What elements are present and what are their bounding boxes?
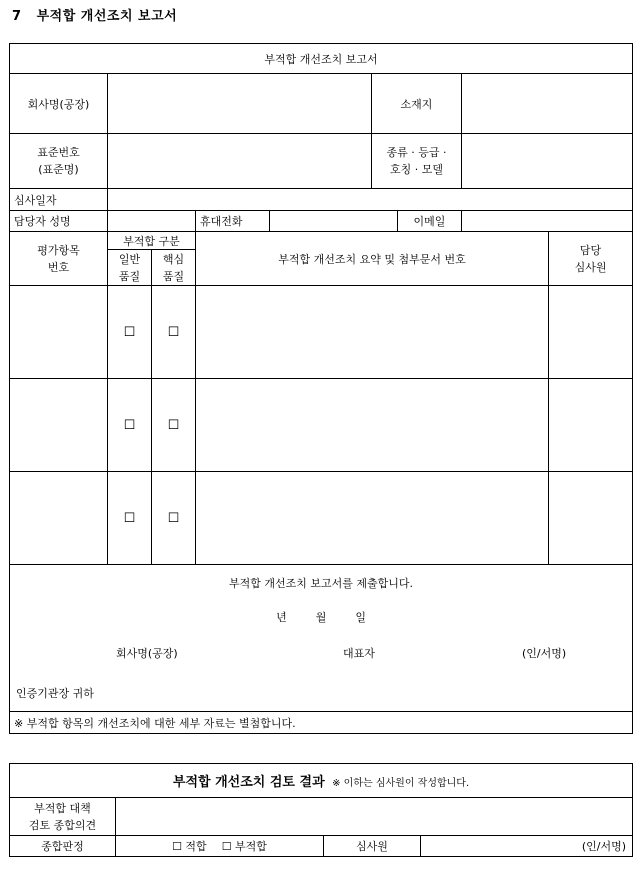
general-quality-checkbox[interactable]: ☐: [108, 379, 152, 472]
review-note: ※ 이하는 심사원이 작성합니다.: [332, 778, 470, 789]
opinion-label: [10, 798, 116, 836]
type-label-line2: 호칭 · 모델: [390, 163, 443, 176]
standard-field[interactable]: [108, 134, 372, 189]
form-title: 부적합 개선조치 보고서: [10, 44, 633, 74]
opinion-label-line1: 부적합 대책: [34, 801, 91, 815]
type-label-line1: 종류 · 등급 ·: [386, 146, 447, 159]
section-title: 부적합 개선조치 보고서: [36, 9, 178, 24]
general-quality-checkbox[interactable]: ☐: [108, 286, 152, 379]
eval-item-field[interactable]: [10, 286, 108, 379]
core-quality-checkbox[interactable]: ☐: [152, 379, 196, 472]
core-quality-header: [152, 250, 196, 286]
auditor-field[interactable]: [549, 379, 633, 472]
fail-checkbox[interactable]: ☐ 부적합: [221, 840, 267, 853]
eval-item-header-line1: 평가항목: [37, 243, 80, 257]
decl-seal-label: (인/서명): [522, 647, 567, 660]
signature-line: [10, 645, 632, 661]
attachment-note: ※ 부적합 항목의 개선조치에 대한 세부 자료는 별첨합니다.: [10, 712, 633, 734]
judgment-label: 종합판정: [10, 836, 116, 857]
nonconformity-row: [10, 379, 633, 472]
judgment-options: [116, 836, 324, 857]
opinion-field[interactable]: [116, 798, 633, 836]
eval-item-field[interactable]: [10, 379, 108, 472]
summary-header: 부적합 개선조치 요약 및 첨부문서 번호: [196, 232, 549, 286]
auditor-header-line1: 담당: [579, 243, 602, 257]
mobile-field[interactable]: [270, 211, 398, 232]
auditor-field[interactable]: [549, 286, 633, 379]
category-header: 부적합 구분: [108, 232, 196, 250]
core-quality-line1: 핵심: [162, 252, 185, 266]
declaration-block: [10, 565, 633, 712]
decl-company-label: 회사명(공장): [116, 647, 178, 660]
general-quality-checkbox[interactable]: ☐: [108, 472, 152, 565]
company-label: 회사명(공장): [10, 74, 108, 134]
audit-date-label: 심사일자: [10, 189, 108, 211]
location-field[interactable]: [462, 74, 633, 134]
opinion-label-line2: 검토 종합의견: [28, 818, 97, 832]
date-day-label: 일: [355, 611, 366, 624]
auditor-field[interactable]: [549, 472, 633, 565]
person-field[interactable]: [108, 211, 196, 232]
review-seal-field[interactable]: (인/서명): [421, 836, 633, 857]
general-quality-line1: 일반: [118, 252, 141, 266]
person-label: 담당자 성명: [10, 211, 108, 232]
location-label: 소재지: [372, 74, 462, 134]
email-label: 이메일: [398, 211, 462, 232]
general-quality-header: [108, 250, 152, 286]
eval-item-header-line2: 번호: [47, 260, 70, 274]
section-number: 7: [12, 9, 22, 24]
summary-field[interactable]: [196, 379, 549, 472]
improvement-report-form: [9, 43, 633, 734]
review-auditor-label: 심사원: [324, 836, 421, 857]
date-year-label: 년: [276, 611, 287, 624]
type-label: [372, 134, 462, 189]
eval-item-field[interactable]: [10, 472, 108, 565]
eval-item-header: [10, 232, 108, 286]
audit-date-field[interactable]: [108, 189, 633, 211]
mobile-label: 휴대전화: [196, 211, 270, 232]
submit-text: 부적합 개선조치 보고서를 제출합니다.: [229, 577, 414, 590]
nonconformity-row: [10, 286, 633, 379]
core-quality-checkbox[interactable]: ☐: [152, 472, 196, 565]
standard-label-line1: 표준번호: [37, 146, 80, 159]
core-quality-checkbox[interactable]: ☐: [152, 286, 196, 379]
summary-field[interactable]: [196, 472, 549, 565]
section-heading: [12, 5, 177, 24]
email-field[interactable]: [462, 211, 633, 232]
type-field[interactable]: [462, 134, 633, 189]
date-line: [10, 609, 632, 625]
review-result-form: [9, 763, 633, 857]
core-quality-line2: 품질: [162, 269, 185, 283]
standard-label-line2: (표준명): [38, 163, 79, 176]
company-field[interactable]: [108, 74, 372, 134]
auditor-header: [549, 232, 633, 286]
nonconformity-row: [10, 472, 633, 565]
review-title-row: [10, 764, 633, 798]
summary-field[interactable]: [196, 286, 549, 379]
decl-representative-label: 대표자: [343, 647, 375, 660]
pass-checkbox[interactable]: ☐ 적합: [172, 840, 207, 853]
auditor-header-line2: 심사원: [574, 260, 607, 274]
date-month-label: 월: [315, 611, 327, 624]
addressee: 인증기관장 귀하: [16, 687, 94, 700]
standard-label: [10, 134, 108, 189]
review-title: 부적합 개선조치 검토 결과: [172, 775, 325, 790]
general-quality-line2: 품질: [118, 269, 141, 283]
